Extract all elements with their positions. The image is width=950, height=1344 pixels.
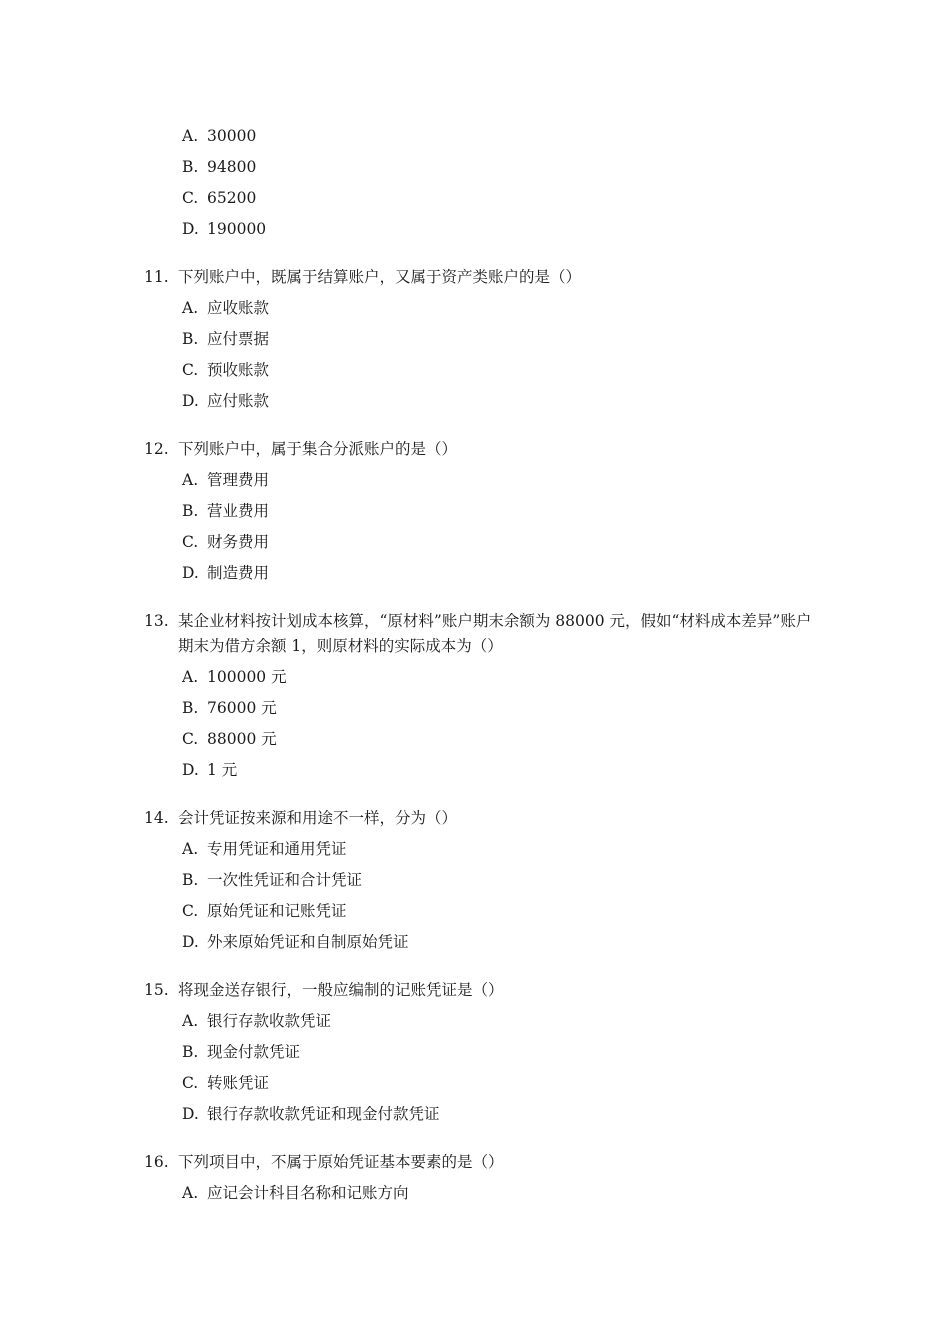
option-text: 专用凭证和通用凭证 [207,840,347,858]
option-text: 94800 [207,158,257,176]
option-item [0,217,950,248]
option-item [0,468,950,499]
option-item [0,561,950,592]
question-number: 14. [144,809,169,827]
option-item [0,186,950,217]
option-item [0,327,950,358]
question-text: 下列账户中，属于集合分派账户的是（） [178,440,458,458]
option-text: 88000 元 [207,730,277,748]
option-item [0,758,950,789]
option-letter: A. [182,1012,199,1030]
option-item [0,1009,950,1040]
option-text: 原始凭证和记账凭证 [207,902,347,920]
option-item [0,124,950,155]
option-letter: D. [182,564,199,582]
option-letter: D. [182,761,199,779]
option-letter: A. [182,299,199,317]
question-number: 13. [144,612,169,630]
question-16 [0,1150,950,1212]
option-text: 190000 [207,220,267,238]
option-item [0,696,950,727]
option-letter: C. [182,902,199,920]
question-number: 11. [144,268,169,286]
option-text: 应付账款 [207,392,270,410]
option-letter: B. [182,871,199,889]
option-letter: C. [182,533,199,551]
option-text: 1 元 [207,761,238,779]
option-text: 应记会计科目名称和记账方向 [207,1184,409,1202]
option-item [0,837,950,868]
option-item [0,389,950,420]
option-text: 预收账款 [207,361,270,379]
option-text: 营业费用 [207,502,270,520]
option-letter: D. [182,933,199,951]
option-letter: C. [182,189,199,207]
question-12 [0,437,950,592]
option-letter: B. [182,502,199,520]
option-letter: B. [182,330,199,348]
option-text: 应付票据 [207,330,270,348]
option-letter: C. [182,361,199,379]
option-letter: B. [182,1043,199,1061]
option-text: 一次性凭证和合计凭证 [207,871,363,889]
option-item [0,1071,950,1102]
option-item [0,1102,950,1133]
option-item [0,727,950,758]
question-number: 12. [144,440,169,458]
option-text: 应收账款 [207,299,270,317]
option-item [0,665,950,696]
option-letter: A. [182,668,199,686]
option-text: 财务费用 [207,533,270,551]
option-text: 银行存款收款凭证和现金付款凭证 [207,1105,440,1123]
option-item [0,499,950,530]
option-letter: C. [182,1074,199,1092]
option-item [0,930,950,961]
option-text: 银行存款收款凭证 [207,1012,332,1030]
option-text: 管理费用 [207,471,270,489]
option-text: 100000 元 [207,668,287,686]
question-text: 下列账户中，既属于结算账户，又属于资产类账户的是（） [178,268,582,286]
question-text: 某企业材料按计划成本核算，“原材料”账户期末余额为 88000 元，假如“材料成本差异”账户期末为借方余额 1，则原材料的实际成本为（） [178,612,812,655]
option-letter: B. [182,158,199,176]
option-letter: D. [182,392,199,410]
question-number: 15. [144,981,169,999]
option-letter: A. [182,471,199,489]
option-item [0,1040,950,1071]
question-number: 16. [144,1153,169,1171]
option-letter: D. [182,220,199,238]
option-item [0,899,950,930]
question-text: 会计凭证按来源和用途不一样，分为（） [178,809,458,827]
option-text: 65200 [207,189,257,207]
option-letter: A. [182,127,199,145]
option-text: 30000 [207,127,257,145]
question-13 [0,609,950,789]
option-item [0,358,950,389]
option-item [0,155,950,186]
option-letter: D. [182,1105,199,1123]
question-14 [0,806,950,961]
option-item [0,530,950,561]
option-text: 外来原始凭证和自制原始凭证 [207,933,409,951]
option-item [0,296,950,327]
question-15 [0,978,950,1133]
question-text: 将现金送存银行，一般应编制的记账凭证是（） [178,981,504,999]
option-item [0,868,950,899]
option-text: 转账凭证 [207,1074,270,1092]
option-text: 制造费用 [207,564,270,582]
option-letter: C. [182,730,199,748]
option-text: 76000 元 [207,699,277,717]
option-letter: B. [182,699,199,717]
option-text: 现金付款凭证 [207,1043,301,1061]
question-11 [0,265,950,420]
continued-options [0,124,950,1212]
option-letter: A. [182,1184,199,1202]
option-item [0,1181,950,1212]
option-letter: A. [182,840,199,858]
question-text: 下列项目中，不属于原始凭证基本要素的是（） [178,1153,504,1171]
